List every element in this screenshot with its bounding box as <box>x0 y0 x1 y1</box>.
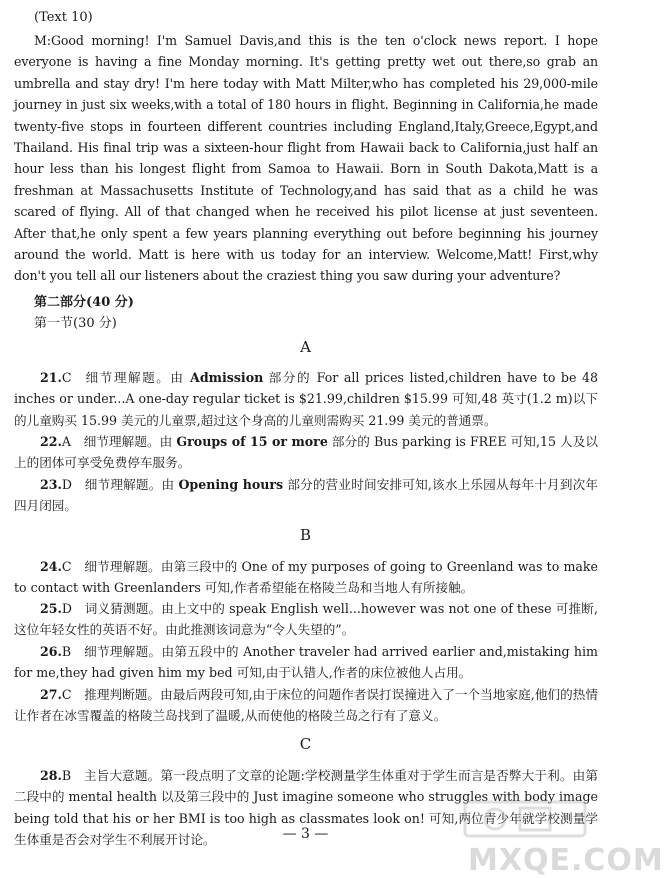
answer-22-number: 22. <box>40 434 62 449</box>
answer-23-type: 细节理解题。由 <box>84 477 175 492</box>
answer-25-explanation: 词义猜测题。由上文中的 speak English well...however was not one of these 可推断,这位年轻女性的英语不好。由此推测该词意为“令人失望的”。 <box>14 601 598 638</box>
answer-21-choice: C <box>61 370 72 385</box>
watermark-text: MXQE.COM <box>468 843 664 878</box>
answer-26-number: 26. <box>40 644 62 659</box>
page-number: — 3 — <box>282 826 329 842</box>
answer-22-key: Groups of 15 or more <box>176 434 328 449</box>
answer-27 <box>14 684 598 727</box>
answer-23-key: Opening hours <box>178 477 284 492</box>
answer-27-choice: C <box>61 687 72 702</box>
answer-27-explanation: 推理判断题。由最后两段可知,由于床位的问题作者误打误撞进入了一个当地家庭,他们的热情让作者在冰雪覆盖的格陵兰岛找到了温暖,从而使他的格陵兰岛之行有了意义。 <box>14 687 598 724</box>
answer-25-choice: D <box>61 601 73 616</box>
answer-28-choice: B <box>61 768 72 783</box>
answer-25-number: 25. <box>40 601 62 616</box>
answer-23-choice: D <box>61 477 73 492</box>
answer-24 <box>14 556 598 599</box>
answer-22-explanation: 部分的 Bus parking is FREE 可知,15 人及以上的团体可享受免费停车服务。 <box>14 434 598 471</box>
answer-23 <box>14 474 598 517</box>
answer-23-number: 23. <box>40 477 62 492</box>
part-two-title: 第二部分(40 分) <box>34 295 134 310</box>
answer-24-number: 24. <box>40 559 62 574</box>
answer-26-explanation: 细节理解题。由第五段中的 Another traveler had arrived earlier and,mistaking him for me,they had given him my bed 可知,由于认错人,作者的床位被他人占用。 <box>14 644 598 681</box>
answer-21-type: 细节理解题。由 <box>84 370 185 385</box>
answer-24-choice: C <box>61 559 72 574</box>
answer-22-choice: A <box>61 434 72 449</box>
answer-22-type: 细节理解题。由 <box>83 434 173 449</box>
answer-23-explanation: 部分的营业时间安排可知,该水上乐园从每年十月到次年四月闭园。 <box>14 477 598 514</box>
answer-21-explanation: 部分的 For all prices listed,children have to be 48 inches or under...A one-day regular ticket is $21.99,children $15.99 可知,48 英寸(1.2 m)以下的儿童购买 15.99 美元的儿童票,超过这个身高的儿童则需购买 21.99 美元的普通票。 <box>14 370 598 428</box>
answer-24-explanation: 细节理解题。由第三段中的 One of my purposes of going to Greenland was to make to contact with Greenlanders 可知,作者希望能在格陵兰岛和当地人有所接触。 <box>14 559 598 596</box>
section-one-title: 第一节(30 分) <box>34 316 117 331</box>
answer-22 <box>14 431 598 474</box>
answer-25 <box>14 598 598 641</box>
answer-26-choice: B <box>61 644 72 659</box>
text10-heading: (Text 10) <box>34 10 93 25</box>
passage-a-label: A <box>300 338 311 356</box>
answer-28-explanation: 主旨大意题。第一段点明了文章的论题:学校测量学生体重对于学生而言是否弊大于利。由第二段中的 mental health 以及第三段中的 Just imagine someone who struggles with body image being told that his or her BMI is too high as classmates look on! 可知,两位青少年就学校测量学生体重是否会对学生不利展开讨论。 <box>14 768 598 848</box>
answer-21 <box>14 367 598 431</box>
passage-b-label: B <box>299 526 312 544</box>
answer-21-number: 21. <box>40 370 62 385</box>
passage-c-label: C <box>299 735 312 753</box>
answer-21-key: Admission <box>190 370 264 385</box>
answer-27-number: 27. <box>40 687 62 702</box>
answer-26 <box>14 641 598 684</box>
text10-paragraph: M:Good morning! I'm Samuel Davis,and this is the ten o'clock news report. I hope everyone is having a fine Monday morning. It's getting pretty wet out there,so grab an umbrella and stay dry! I'm here today with Matt Milter,who has completed his 29,000-mile journey in just six weeks,with a total of 180 hours in flight. Beginning in California,he made twenty-five stops in fourteen different countries including England,Italy,Greece,Egypt,and Thailand. His final trip was a sixteen-hour flight from Hawaii back to California,just half an hour less than his longest flight from Samoa to Hawaii. Born in South Dakota,Matt is a freshman at Massachusetts Institute of Technology,and has said that as a child he was scared of flying. All of that changed when he received his pilot license at just seventeen. After that,he only spent a few years planning everything out before beginning his journey around the world. Matt is here with us today for an interview. Welcome,Matt! First,why don't you tell all our listeners about the craziest thing you saw during your adventure? <box>14 33 598 284</box>
answer-28-number: 28. <box>40 768 62 783</box>
